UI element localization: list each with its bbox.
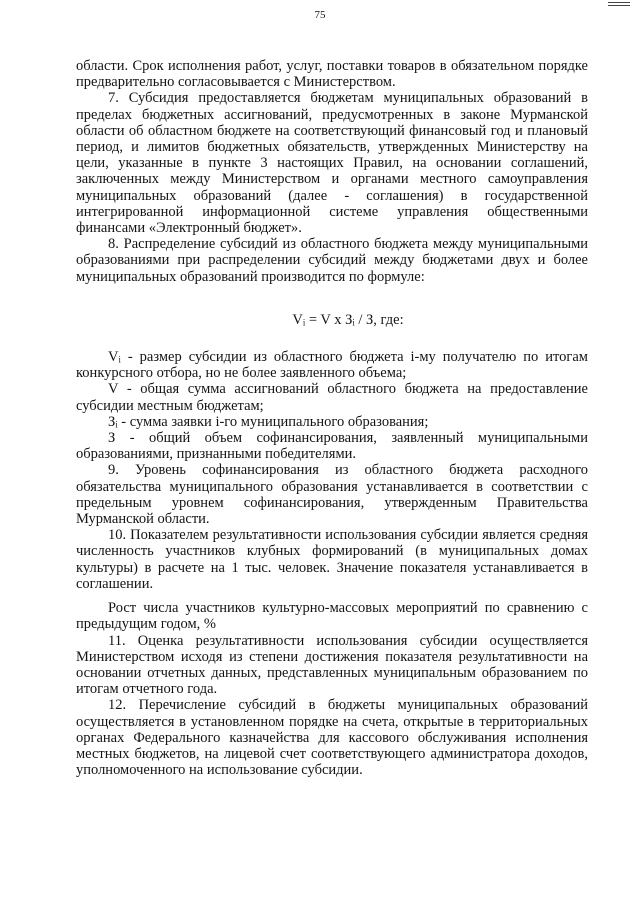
definition-zi: Зᵢ - сумма заявки i-го муниципального образования; [108, 413, 429, 430]
paragraph-12: 12. Перечисление субсидий в бюджеты муниципальных образований осуществляется в установленном порядке на счета, открытые в территориальных органах Федерального казначейства для кассового обслуживания исполнения местных бюджетов, на лицевой счет соответствующего администратора доходов, уполномоченного на использование субсидии. [76, 697, 588, 779]
definition-z: З - общий объем софинансирования, заявленный муниципальными образованиями, признанными победителями. [76, 430, 588, 463]
paragraph-10: 10. Показателем результативности использования субсидии является средняя численность участников клубных формирований (в муниципальных домах культуры) в расчете на 1 тыс. человек. Значение показателя устанавливается в соглашении. [76, 527, 588, 592]
paragraph-9: 9. Уровень софинансирования из областного бюджета расходного обязательства муниципального образования устанавливается в соответствии с предельным уровнем софинансирования, утвержденным Правительства Мурманской области. [76, 462, 588, 528]
paragraph-8: 8. Распределение субсидий из областного бюджета между муниципальными образованиями при распределении субсидий между бюджетами двух и более муниципальных образований производится по формуле: [76, 236, 588, 285]
paragraph-10-indicator: Рост числа участников культурно-массовых мероприятий по сравнению с предыдущим годом, % [76, 600, 588, 633]
definition-vi: Vᵢ - размер субсидии из областного бюджета i-му получателю по итогам конкурсного отбора, но не более заявленного объема; [76, 349, 588, 382]
corner-mark [608, 2, 630, 6]
formula: Vᵢ = V x Зᵢ / З, где: [292, 311, 404, 328]
definition-v: V - общая сумма ассигнований областного бюджета на предоставление субсидии местным бюджетам; [76, 381, 588, 414]
paragraph-11: 11. Оценка результативности использования субсидии осуществляется Министерством исходя из степени достижения показателя результативности на основании отчетных данных, представленных муниципальным образованием по итогам отчетного года. [76, 632, 588, 698]
paragraph-7: 7. Субсидия предоставляется бюджетам муниципальных образований в пределах бюджетных ассигнований, предусмотренных в законе Мурманской области об областном бюджете на соответствующий финансовый год и плановый период, и лимитов бюджетных обязательств, утвержденных Министерству на цели, указанные в пункте 3 настоящих Правил, на основании соглашений, заключенных между Министерством и органами местного самоуправления муниципальных образований (далее - соглашения) в государственной интегрированной информационной системе управления общественными финансами «Электронный бюджет». [76, 90, 588, 237]
paragraph-continuation: области. Срок исполнения работ, услуг, поставки товаров в обязательном порядке предварительно согласовывается с Министерством. [76, 58, 588, 91]
document-body [76, 58, 588, 778]
page-number: 75 [314, 9, 326, 21]
